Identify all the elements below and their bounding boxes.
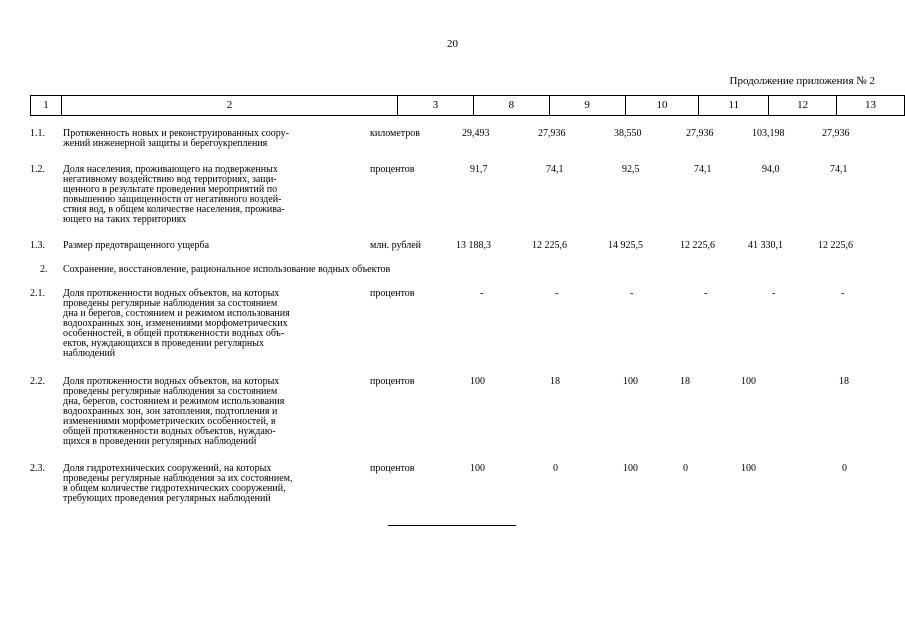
- value-cell: 100: [741, 463, 756, 474]
- header-cell: 11: [699, 96, 769, 116]
- value-cell: 14 925,5: [608, 240, 643, 251]
- value-cell: 100: [470, 376, 485, 387]
- value-cell: 27,936: [686, 128, 714, 139]
- end-divider: [388, 525, 516, 526]
- value-cell: 27,936: [822, 128, 850, 139]
- value-cell: 100: [623, 463, 638, 474]
- row-unit: процентов: [370, 288, 415, 299]
- row-unit: километров: [370, 128, 420, 139]
- value-cell: 0: [683, 463, 688, 474]
- value-cell: 27,936: [538, 128, 566, 139]
- row-number: 2.2.: [30, 376, 45, 387]
- value-cell: 12 225,6: [680, 240, 715, 251]
- row-unit: процентов: [370, 164, 415, 175]
- value-cell: 100: [470, 463, 485, 474]
- value-cell: 91,7: [470, 164, 488, 175]
- value-cell: 0: [553, 463, 558, 474]
- header-row: [31, 96, 905, 116]
- value-cell: -: [704, 288, 708, 299]
- header-table: [30, 95, 905, 116]
- value-cell: 103,198: [752, 128, 785, 139]
- row-description: Размер предотвращенного ущерба: [63, 240, 210, 251]
- value-cell: 41 330,1: [748, 240, 783, 251]
- row-description: Доля гидротехнических сооружений, на которых проведены регулярные наблюдения за их состоянием, в общем количестве гидротехнических сооружений, требующих проведения регулярных наблюдений: [63, 463, 293, 504]
- value-cell: -: [630, 288, 634, 299]
- header-cell: 13: [837, 96, 905, 116]
- header-cell: 10: [625, 96, 699, 116]
- header-cell: 2: [61, 96, 397, 116]
- header-cell: 8: [473, 96, 549, 116]
- row-description: Протяженность новых и реконструированных соору- жений инженерной защиты и берегоукрепления: [63, 128, 289, 149]
- row-description: Доля населения, проживающего на подверженных негативному воздействию вод территориях, защи- щенного в результате проведения мероприятий по повышению защищенности от негативного воздей- ствия вод, в общем количестве населения, прожива- ющего на таких территориях: [63, 164, 285, 225]
- value-cell: 92,5: [622, 164, 640, 175]
- row-description: Доля протяженности водных объектов, на которых проведены регулярные наблюдения за состоянием дна, берегов, состоянием и режимом использования водоохранных зон, зон затопления, подтопления и изменениями морфометрических особенностей, в общей протяженности водных объектов, нуждаю- щихся в проведении регулярных наблюдений: [63, 376, 285, 447]
- continuation-label: Продолжение приложения № 2: [729, 75, 875, 87]
- section-title: Сохранение, восстановление, рациональное использование водных объектов: [63, 264, 391, 275]
- value-cell: 74,1: [546, 164, 564, 175]
- value-cell: 29,493: [462, 128, 490, 139]
- value-cell: -: [772, 288, 776, 299]
- value-cell: 100: [741, 376, 756, 387]
- row-unit: процентов: [370, 376, 415, 387]
- value-cell: 13 188,3: [456, 240, 491, 251]
- value-cell: 100: [623, 376, 638, 387]
- value-cell: -: [555, 288, 559, 299]
- section-number: 2.: [40, 264, 48, 275]
- value-cell: 74,1: [830, 164, 848, 175]
- value-cell: 18: [680, 376, 690, 387]
- row-number: 2.1.: [30, 288, 45, 299]
- row-description: Доля протяженности водных объектов, на которых проведены регулярные наблюдения за состоянием дна и берегов, состоянием и режимом использования водоохранных зон, изменениями морфометрических особенностей, в общей протяженности водных объ- ектов, нуждающихся в проведении регулярных наблюдений: [63, 288, 290, 359]
- value-cell: -: [841, 288, 845, 299]
- value-cell: 74,1: [694, 164, 712, 175]
- value-cell: -: [480, 288, 484, 299]
- page-number: 20: [447, 38, 458, 50]
- value-cell: 18: [839, 376, 849, 387]
- header-cell: 12: [769, 96, 837, 116]
- row-number: 1.2.: [30, 164, 45, 175]
- value-cell: 94,0: [762, 164, 780, 175]
- row-unit: млн. рублей: [370, 240, 422, 251]
- row-number: 2.3.: [30, 463, 45, 474]
- header-cell: 1: [31, 96, 62, 116]
- row-number: 1.3.: [30, 240, 45, 251]
- value-cell: 18: [550, 376, 560, 387]
- row-number: 1.1.: [30, 128, 45, 139]
- header-cell: 9: [549, 96, 625, 116]
- row-unit: процентов: [370, 463, 415, 474]
- value-cell: 0: [842, 463, 847, 474]
- header-cell: 3: [398, 96, 474, 116]
- value-cell: 38,550: [614, 128, 642, 139]
- value-cell: 12 225,6: [532, 240, 567, 251]
- value-cell: 12 225,6: [818, 240, 853, 251]
